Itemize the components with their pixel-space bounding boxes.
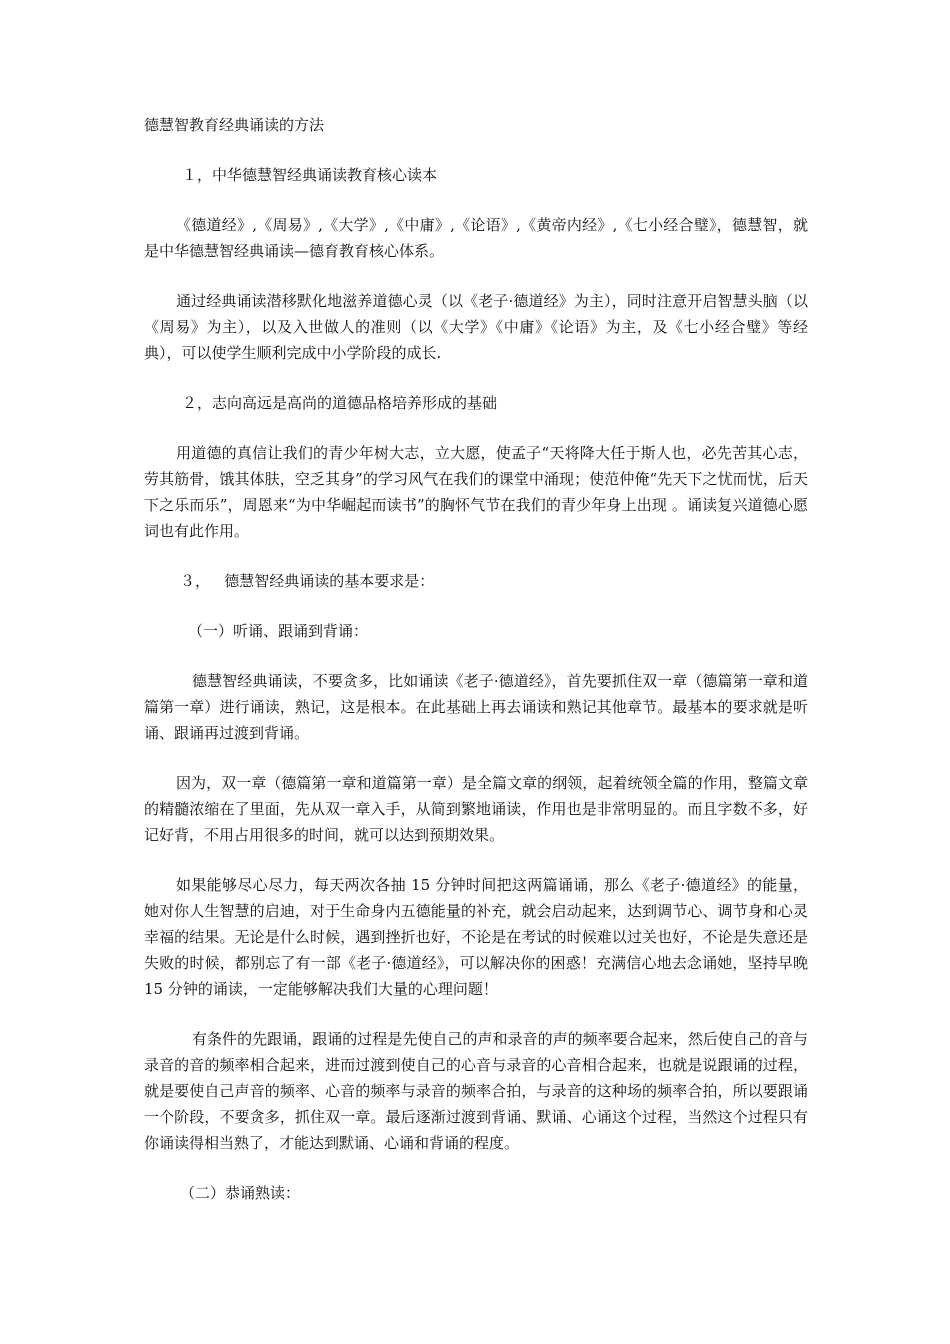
section-3-heading: ３， 德慧智经典诵读的基本要求是： xyxy=(180,572,435,590)
section-1-heading: １，中华德慧智经典诵读教育核心读本 xyxy=(182,166,438,184)
subsection-1-heading: （一）听诵、跟诵到背诵： xyxy=(188,622,369,640)
section-2-heading: ２，志向高远是高尚的道德品格培养形成的基础 xyxy=(182,394,498,412)
subsection-1-paragraph-3: 如果能够尽心尽力，每天两次各抽 15 分钟时间把这两篇诵诵，那么《老子·德道经》的能量，她对你人生智慧的启迪，对于生命身内五德能量的补充，就会启动起来，达到调节心、调节身和心灵幸福的结果。无论是什么时候，遇到挫折也好，不论是在考试的时候难以过关也好，不论是失意还是失败的时候，都别忘了有一部《老子·德道经》，可以解决你的困惑！充满信心地去念诵她，坚持早晚 15 分钟的诵读，一定能够解决我们大量的心理问题！ xyxy=(144,876,808,998)
subsection-1-paragraph-4: 有条件的先跟诵，跟诵的过程是先使自己的声和录音的声的频率要合起来，然后使自己的音与录音的音的频率相合起来，进而过渡到使自己的心音与录音的心音相合起来，也就是说跟诵的过程，就是要使自己声音的频率、心音的频率与录音的频率合拍，与录音的这种场的频率合拍，所以要跟诵一个阶段，不要贪多，抓住双一章。最后逐渐过渡到背诵、默诵、心诵这个过程，当然这个过程只有你诵读得相当熟了，才能达到默诵、心诵和背诵的程度。 xyxy=(144,1030,808,1152)
subsection-1-paragraph-1: 德慧智经典诵读，不要贪多，比如诵读《老子·德道经》，首先要抓住双一章（德篇第一章和道篇第一章）进行诵读，熟记，这是根本。在此基础上再去诵读和熟记其他章节。最基本的要求就是听诵、跟诵再过渡到背诵。 xyxy=(144,672,808,742)
section-1-paragraph-1: 《德道经》,《周易》,《大学》,《中庸》,《论语》,《黄帝内经》,《七小经合璧》，德慧智，就是中华德慧智经典诵读—德育教育核心体系。 xyxy=(144,216,808,260)
section-2-paragraph-1: 用道德的真信让我们的青少年树大志，立大愿，使孟子“天将降大任于斯人也，必先苦其心志，劳其筋骨，饿其体肤，空乏其身”的学习风气在我们的课堂中涌现；使范仲俺“先天下之忧而忧，后天下之乐而乐”，周恩来“为中华崛起而读书”的胸怀气节在我们的青少年身上出现 。诵读复兴道德心愿词也有此作用。 xyxy=(144,444,808,540)
subsection-2-heading: （二）恭诵熟读： xyxy=(180,1184,301,1202)
document-page xyxy=(144,112,808,1206)
subsection-1-paragraph-2: 因为，双一章（德篇第一章和道篇第一章）是全篇文章的纲领，起着统领全篇的作用，整篇文章的精髓浓缩在了里面，先从双一章入手，从简到繁地诵读，作用也是非常明显的。而且字数不多，好记好背，不用占用很多的时间，就可以达到预期效果。 xyxy=(144,774,808,844)
section-1-paragraph-2: 通过经典诵读潜移默化地滋养道德心灵（以《老子·德道经》为主），同时注意开启智慧头脑（以《周易》为主），以及入世做人的准则（以《大学》《中庸》《论语》为主，及《七小经合璧》等经典），可以使学生顺利完成中小学阶段的成长. xyxy=(144,292,808,362)
document-title: 德慧智教育经典诵读的方法 xyxy=(144,116,325,134)
